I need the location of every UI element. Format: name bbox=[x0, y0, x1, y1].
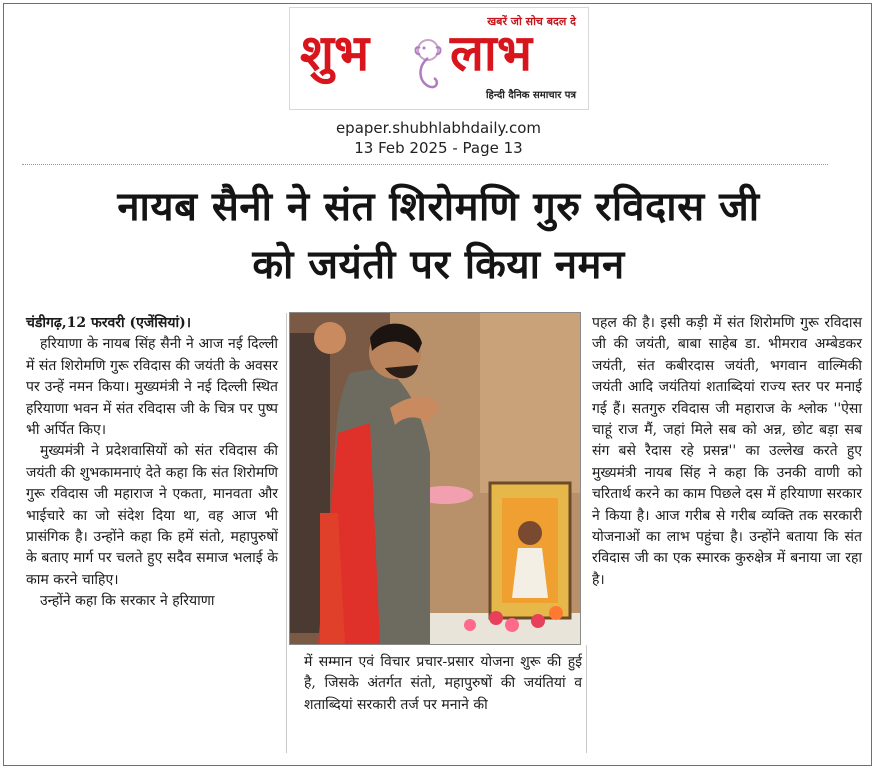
article-paragraph: मुख्यमंत्री ने प्रदेशवासियों को संत रविदास की जयंती की शुभकामनाएं देते कहा कि संत शिरोमणि गुरू रविदास जी महाराज ने एकता, मानवता और भाईचारे का जो संदेश दिया था, वह आज भी प्रासंगिक है। उन्होंने कहा कि हमें संतो, महापुरुषों के बताए मार्ग पर चलते हुए सदैव समाज भलाई के काम करने चाहिए। bbox=[26, 443, 278, 588]
article-column-3 bbox=[592, 313, 862, 591]
article-column-1 bbox=[26, 313, 278, 613]
masthead-subtagline: हिन्दी दैनिक समाचार पत्र bbox=[485, 90, 576, 101]
source-site: epaper.shubhlabhdaily.com bbox=[335, 119, 542, 137]
logo-word-left: शुभ bbox=[300, 23, 370, 82]
source-info bbox=[0, 118, 877, 158]
headline-line-1: नायब सैनी ने संत शिरोमणि गुरु रविदास जी bbox=[117, 183, 760, 230]
article-paragraph: उन्होंने कहा कि सरकार ने हरियाणा bbox=[40, 593, 215, 610]
masthead-tagline: खबरें जो सोच बदल दे bbox=[487, 15, 576, 28]
article-paragraph: पहल की है। इसी कड़ी में संत शिरोमणि गुरू रविदास जी की जयंती, बाबा साहेब डा. भीमराव अम्बेडकर जयंती, संत कबीरदास जयंती, भगवान वाल्मिकी जयंती आदि जयंतियां शताब्दियां राज्य स्तर पर मनाई गई हैं। सतगुरु रविदास जी महाराज के श्लोक ''ऐसा चाहूं राज मैं, जहां मिले सब को अन्न, छोट बड़ा सब संग बसे रैदास रहे प्रसन्न'' का उल्लेख करते हुए मुख्यमंत्री नायब सिंह ने कहा कि उनकी वाणी को चरितार्थ करने का काम पिछले दस में हरियाणा सरकार ने किया है। आज गरीब से गरीब व्यक्ति तक सरकारी योजनाओं का लाभ पहुंचा है। उन्होंने बताया कि संत रविदास जी का एक स्मारक कुरुक्षेत्र में बनाया जा रहा है। bbox=[592, 315, 862, 588]
column-divider bbox=[586, 645, 587, 753]
article-paragraph: में सम्मान एवं विचार प्रचार-प्रसार योजना शुरू की हुई है, जिसके अंतर्गत संतो, महापुरुषों की जयंतियां व शताब्दियां सरकारी तर्ज पर मनाने की bbox=[304, 654, 582, 713]
logo-word-right: लाभ bbox=[450, 23, 532, 82]
article-dateline: चंडीगढ़,12 फरवरी (एजेंसियां)। bbox=[26, 315, 192, 331]
column-divider bbox=[286, 313, 287, 753]
divider bbox=[22, 164, 828, 165]
photo-illustration bbox=[290, 313, 580, 644]
source-date-page: 13 Feb 2025 - Page 13 bbox=[354, 139, 523, 157]
article-paragraph: हरियाणा के नायब सिंह सैनी ने आज नई दिल्ली में संत शिरोमणि गुरू रविदास की जयंती के अवसर पर उन्हें नमन किया। मुख्यमंत्री ने नई दिल्ली स्थित हरियाणा भवन में संत रविदास जी के चित्र पर पुष्प भी अर्पित किए। bbox=[26, 336, 278, 439]
article-column-2 bbox=[304, 652, 582, 716]
headline-line-2: को जयंती पर किया नमन bbox=[252, 241, 625, 288]
masthead-logo bbox=[289, 7, 589, 110]
ganesh-emblem-icon bbox=[410, 36, 446, 92]
article-photo bbox=[289, 312, 581, 645]
article-headline bbox=[0, 178, 877, 294]
